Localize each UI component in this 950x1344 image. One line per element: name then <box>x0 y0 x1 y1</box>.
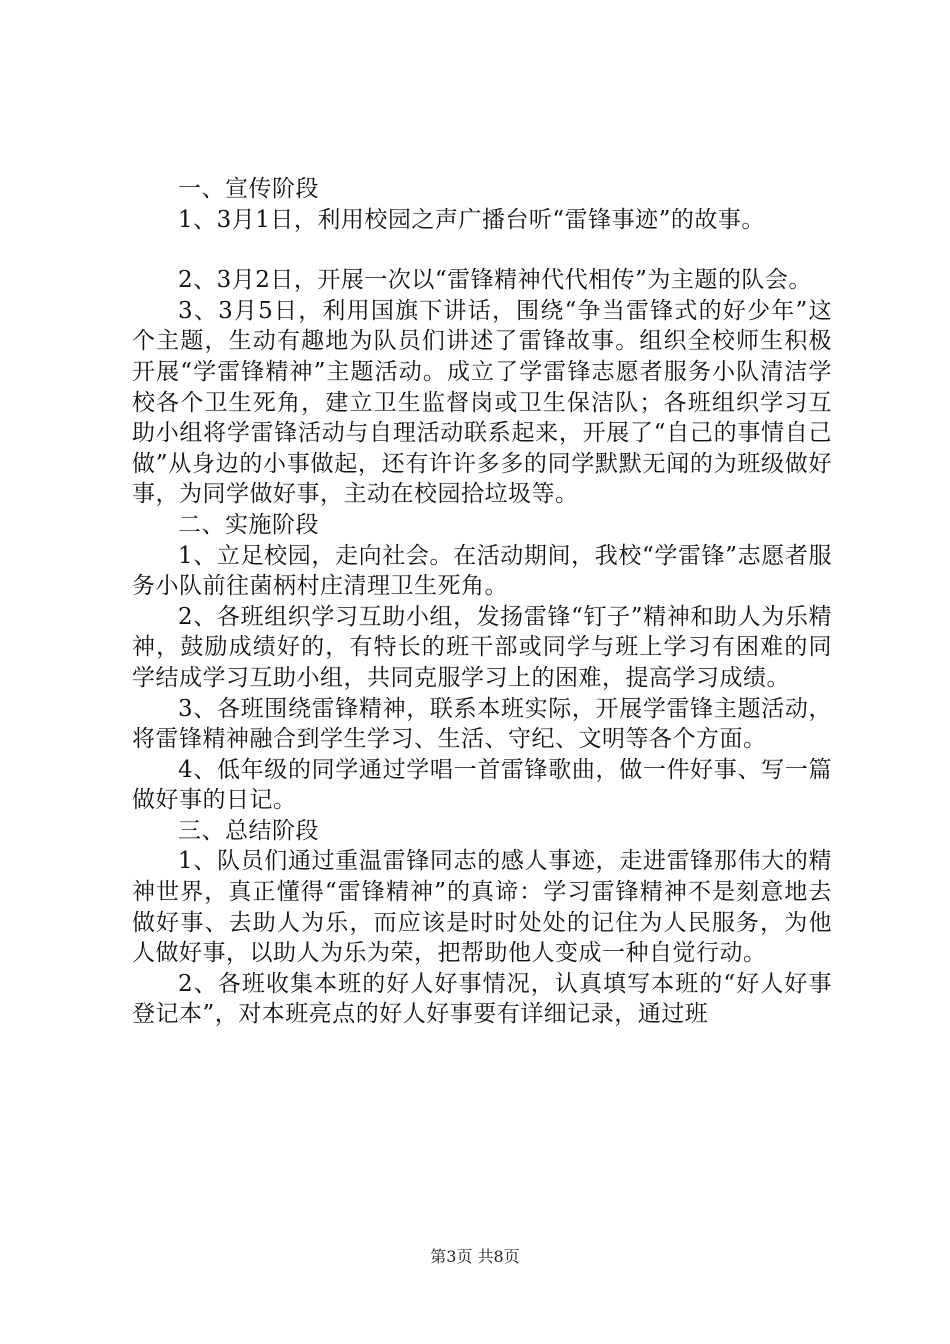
section-heading-publicity: 一、宣传阶段 <box>178 176 319 202</box>
paragraph: 2、3月2日，开展一次以“雷锋精神代代相传”为主题的队会。 <box>178 267 812 294</box>
paragraph: 1、3月1日，利用校园之声广播台听“雷锋事迹”的故事。 <box>178 206 765 233</box>
paragraph: 2、各班收集本班的好人好事情况，认真填写本班的“好人好事登记本”，对本班亮点的好人好事要有详细记录，通过班 <box>132 970 832 1028</box>
document-body <box>132 174 832 1030</box>
paragraph: 3、各班围绕雷锋精神，联系本班实际，开展学雷锋主题活动，将雷锋精神融合到学生学习、生活、守纪、文明等各个方面。 <box>132 695 832 753</box>
section-heading-summary: 三、总结阶段 <box>178 817 319 844</box>
section-heading-implementation: 二、实施阶段 <box>178 511 319 538</box>
paragraph: 2、各班组织学习互助小组，发扬雷锋“钉子”精神和助人为乐精神，鼓励成绩好的，有特长的班干部或同学与班上学习有困难的同学结成学习互助小组，共同克服学习上的困难，提高学习成绩。 <box>132 603 832 691</box>
paragraph: 3、3月5日，利用国旗下讲话，围绕“争当雷锋式的好少年”这个主题，生动有趣地为队员们讲述了雷锋故事。组织全校师生积极开展“学雷锋精神”主题活动。成立了学雷锋志愿者服务小队清洁学校各个卫生死角，建立卫生监督岗或卫生保洁队；各班组织学习互助小组将学雷锋活动与自理活动联系起来，开展了“自己的事情自己做”从身边的小事做起，还有许许多多的同学默默无闻的为班级做好事，为同学做好事，主动在校园拾垃圾等。 <box>132 297 832 508</box>
paragraph: 1、队员们通过重温雷锋同志的感人事迹，走进雷锋那伟大的精神世界，真正懂得“雷锋精神”的真谛：学习雷锋精神不是刻意地去做好事、去助人为乐，而应该是时时处处的记住为人民服务，为他人做好事，以助人为乐为荣，把帮助他人变成一种自觉行动。 <box>132 848 832 967</box>
paragraph: 4、低年级的同学通过学唱一首雷锋歌曲，做一件好事、写一篇做好事的日记。 <box>132 756 832 814</box>
page-number-footer: 第3页 共8页 <box>430 1247 520 1266</box>
paragraph: 1、立足校园，走向社会。在活动期间，我校“学雷锋”志愿者服务小队前往菌柄村庄清理卫生死角。 <box>132 542 832 600</box>
